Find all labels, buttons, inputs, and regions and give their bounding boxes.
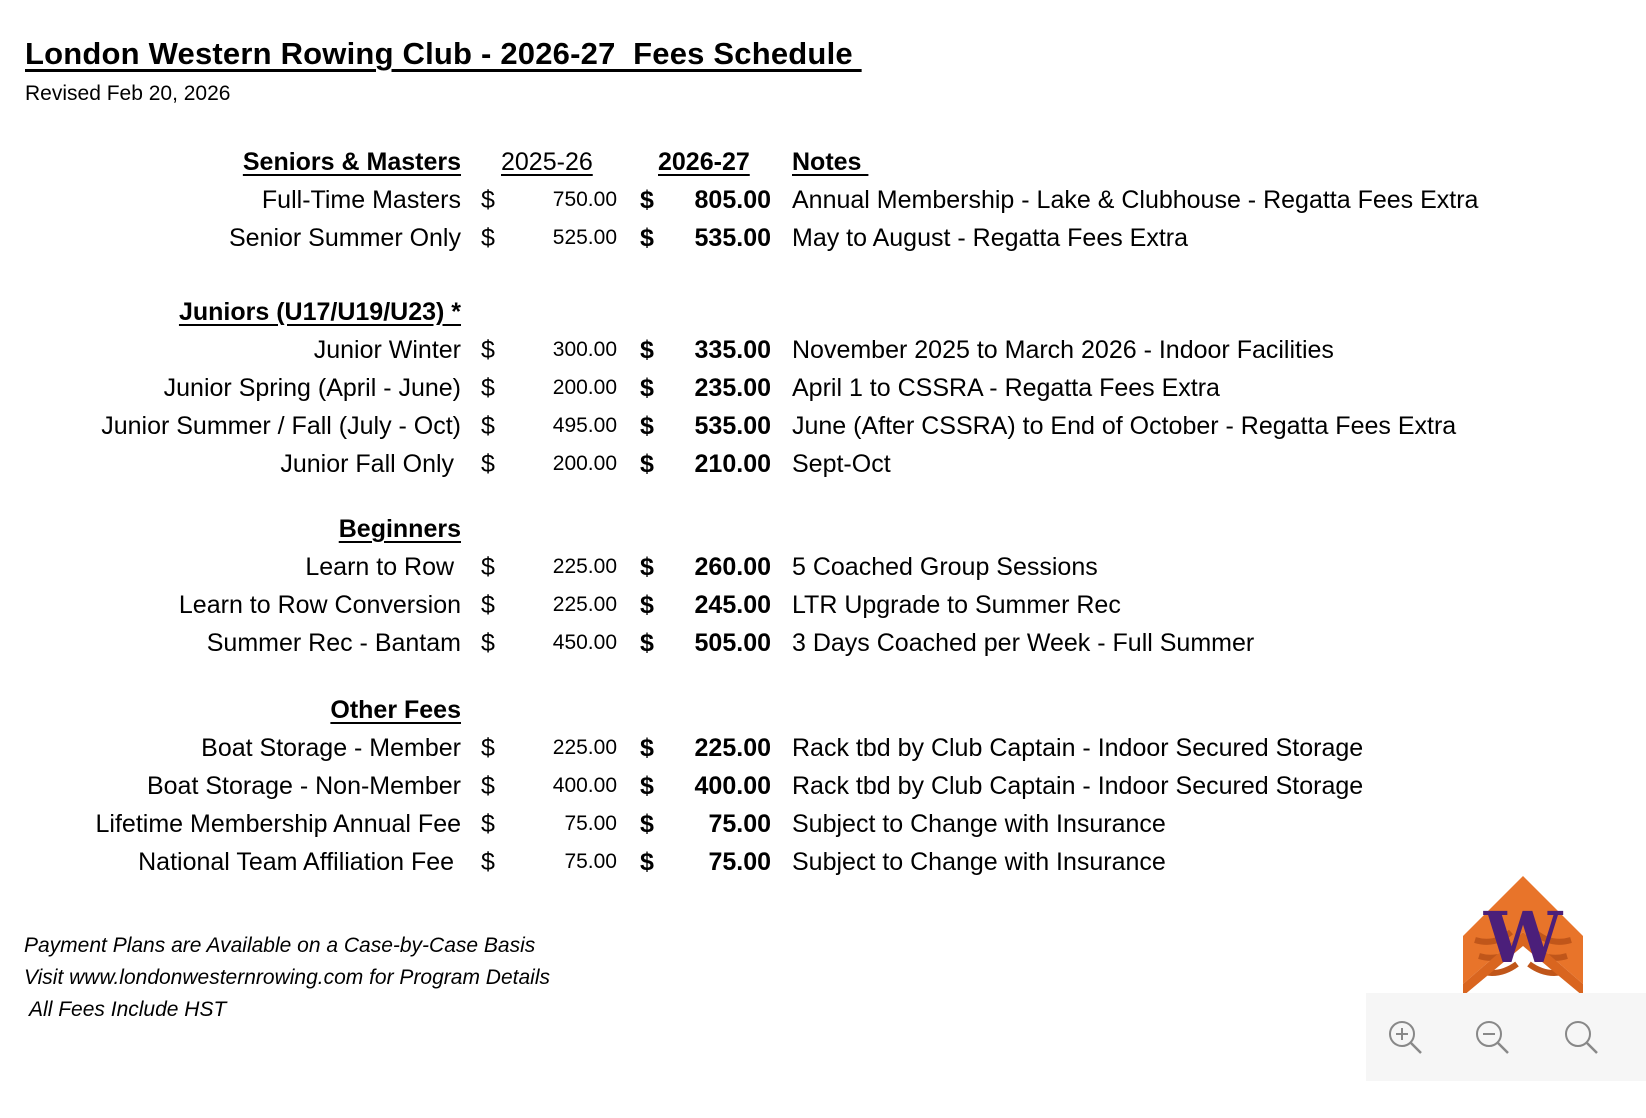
fee-note: Sept-Oct [792, 450, 891, 478]
zoom-out-button[interactable] [1470, 1015, 1514, 1059]
footer-line: Payment Plans are Available on a Case-by-Case Basis [24, 934, 536, 957]
fee-row [0, 729, 1646, 767]
zoom-reset-button[interactable] [1559, 1015, 1603, 1059]
currency-symbol: $ [640, 374, 654, 402]
fee-label: Boat Storage - Non-Member [146, 772, 461, 800]
fee-label: National Team Affiliation Fee [138, 848, 461, 876]
section-heading: Seniors & Masters [242, 148, 461, 176]
column-header-2026-27: 2026-27 [658, 148, 750, 176]
fee-row [0, 548, 1646, 586]
footer-line: Visit www.londonwesternrowing.com for Program Details [24, 966, 550, 989]
club-crest-icon [1455, 872, 1591, 1000]
fee-2025-26: 400.00 [552, 774, 617, 797]
fee-row [0, 181, 1646, 219]
currency-symbol: $ [640, 336, 654, 364]
footer-notes [24, 930, 550, 1026]
fee-row [0, 767, 1646, 805]
currency-symbol: $ [481, 553, 495, 581]
fee-note: Subject to Change with Insurance [792, 848, 1166, 876]
fee-2026-27: 225.00 [694, 734, 771, 762]
zoom-in-button[interactable] [1383, 1015, 1427, 1059]
currency-symbol: $ [481, 186, 495, 214]
currency-symbol: $ [481, 374, 495, 402]
fee-2025-26: 225.00 [552, 593, 617, 616]
fee-2026-27: 535.00 [694, 224, 771, 252]
currency-symbol: $ [481, 412, 495, 440]
fee-2026-27: 260.00 [694, 553, 771, 581]
fee-2025-26: 200.00 [552, 452, 617, 475]
fee-2026-27: 245.00 [694, 591, 771, 619]
fee-2025-26: 450.00 [552, 631, 617, 654]
currency-symbol: $ [640, 412, 654, 440]
fee-row [0, 843, 1646, 881]
fee-note: Rack tbd by Club Captain - Indoor Secured Storage [792, 734, 1364, 762]
currency-symbol: $ [640, 848, 654, 876]
fee-2026-27: 400.00 [694, 772, 771, 800]
fee-label: Junior Spring (April - June) [163, 374, 461, 402]
currency-symbol: $ [640, 553, 654, 581]
fee-note: November 2025 to March 2026 - Indoor Facilities [792, 336, 1334, 364]
fee-2025-26: 75.00 [564, 812, 617, 835]
fee-note: Annual Membership - Lake & Clubhouse - Regatta Fees Extra [792, 186, 1479, 214]
currency-symbol: $ [640, 186, 654, 214]
fee-row [0, 219, 1646, 257]
section-heading: Beginners [338, 515, 461, 543]
fee-row [0, 586, 1646, 624]
section-header [0, 143, 1646, 181]
fee-label: Summer Rec - Bantam [206, 629, 461, 657]
fee-label: Learn to Row Conversion [178, 591, 461, 619]
fee-2025-26: 75.00 [564, 850, 617, 873]
fee-label: Learn to Row [305, 553, 461, 581]
currency-symbol: $ [640, 450, 654, 478]
currency-symbol: $ [481, 629, 495, 657]
currency-symbol: $ [640, 734, 654, 762]
currency-symbol: $ [640, 810, 654, 838]
currency-symbol: $ [481, 591, 495, 619]
fee-note: 5 Coached Group Sessions [792, 553, 1098, 581]
fee-2026-27: 75.00 [708, 848, 771, 876]
fee-row [0, 624, 1646, 662]
fee-2025-26: 200.00 [552, 376, 617, 399]
fee-note: Subject to Change with Insurance [792, 810, 1166, 838]
fee-2026-27: 335.00 [694, 336, 771, 364]
fee-note: 3 Days Coached per Week - Full Summer [792, 629, 1255, 657]
column-header-2025-26: 2025-26 [501, 148, 593, 176]
fee-note: April 1 to CSSRA - Regatta Fees Extra [792, 374, 1220, 402]
section-heading: Juniors (U17/U19/U23) * [178, 298, 461, 326]
fee-2025-26: 225.00 [552, 555, 617, 578]
currency-symbol: $ [481, 810, 495, 838]
currency-symbol: $ [640, 629, 654, 657]
fee-note: May to August - Regatta Fees Extra [792, 224, 1189, 252]
fee-2025-26: 495.00 [552, 414, 617, 437]
fee-label: Junior Summer / Fall (July - Oct) [101, 412, 461, 440]
svg-text:W: W [1483, 896, 1563, 979]
currency-symbol: $ [481, 772, 495, 800]
currency-symbol: $ [640, 772, 654, 800]
fee-2026-27: 75.00 [708, 810, 771, 838]
fee-label: Boat Storage - Member [201, 734, 461, 762]
footer-line: All Fees Include HST [24, 998, 227, 1021]
currency-symbol: $ [481, 848, 495, 876]
fee-label: Lifetime Membership Annual Fee [95, 810, 461, 838]
fee-2026-27: 805.00 [694, 186, 771, 214]
fee-row [0, 407, 1646, 445]
fee-2026-27: 505.00 [694, 629, 771, 657]
section-heading: Other Fees [330, 696, 461, 724]
fee-2026-27: 235.00 [694, 374, 771, 402]
currency-symbol: $ [481, 734, 495, 762]
fee-row [0, 369, 1646, 407]
fee-2026-27: 210.00 [694, 450, 771, 478]
zoom-reset-icon [1559, 1015, 1603, 1059]
fee-row [0, 331, 1646, 369]
column-header-notes: Notes [792, 148, 869, 176]
section-header [0, 510, 1646, 548]
revised-date: Revised Feb 20, 2026 [25, 82, 231, 105]
zoom-in-icon [1383, 1015, 1427, 1059]
currency-symbol: $ [481, 224, 495, 252]
section-header [0, 691, 1646, 729]
fee-2026-27: 535.00 [694, 412, 771, 440]
fee-2025-26: 225.00 [552, 736, 617, 759]
fee-note: LTR Upgrade to Summer Rec [792, 591, 1121, 619]
zoom-out-icon [1470, 1015, 1514, 1059]
page-title: London Western Rowing Club - 2026-27 Fees Schedule [25, 36, 862, 71]
fee-row [0, 445, 1646, 483]
currency-symbol: $ [640, 224, 654, 252]
fee-label: Senior Summer Only [228, 224, 461, 252]
currency-symbol: $ [481, 336, 495, 364]
fee-label: Junior Fall Only [280, 450, 461, 478]
section-header [0, 293, 1646, 331]
fee-label: Junior Winter [313, 336, 461, 364]
fee-2025-26: 300.00 [552, 338, 617, 361]
fee-row [0, 805, 1646, 843]
zoom-toolbar [1366, 993, 1646, 1081]
fee-note: June (After CSSRA) to End of October - Regatta Fees Extra [792, 412, 1457, 440]
fee-label: Full-Time Masters [261, 186, 461, 214]
currency-symbol: $ [640, 591, 654, 619]
fee-2025-26: 750.00 [552, 188, 617, 211]
fee-note: Rack tbd by Club Captain - Indoor Secured Storage [792, 772, 1364, 800]
currency-symbol: $ [481, 450, 495, 478]
fee-2025-26: 525.00 [552, 226, 617, 249]
